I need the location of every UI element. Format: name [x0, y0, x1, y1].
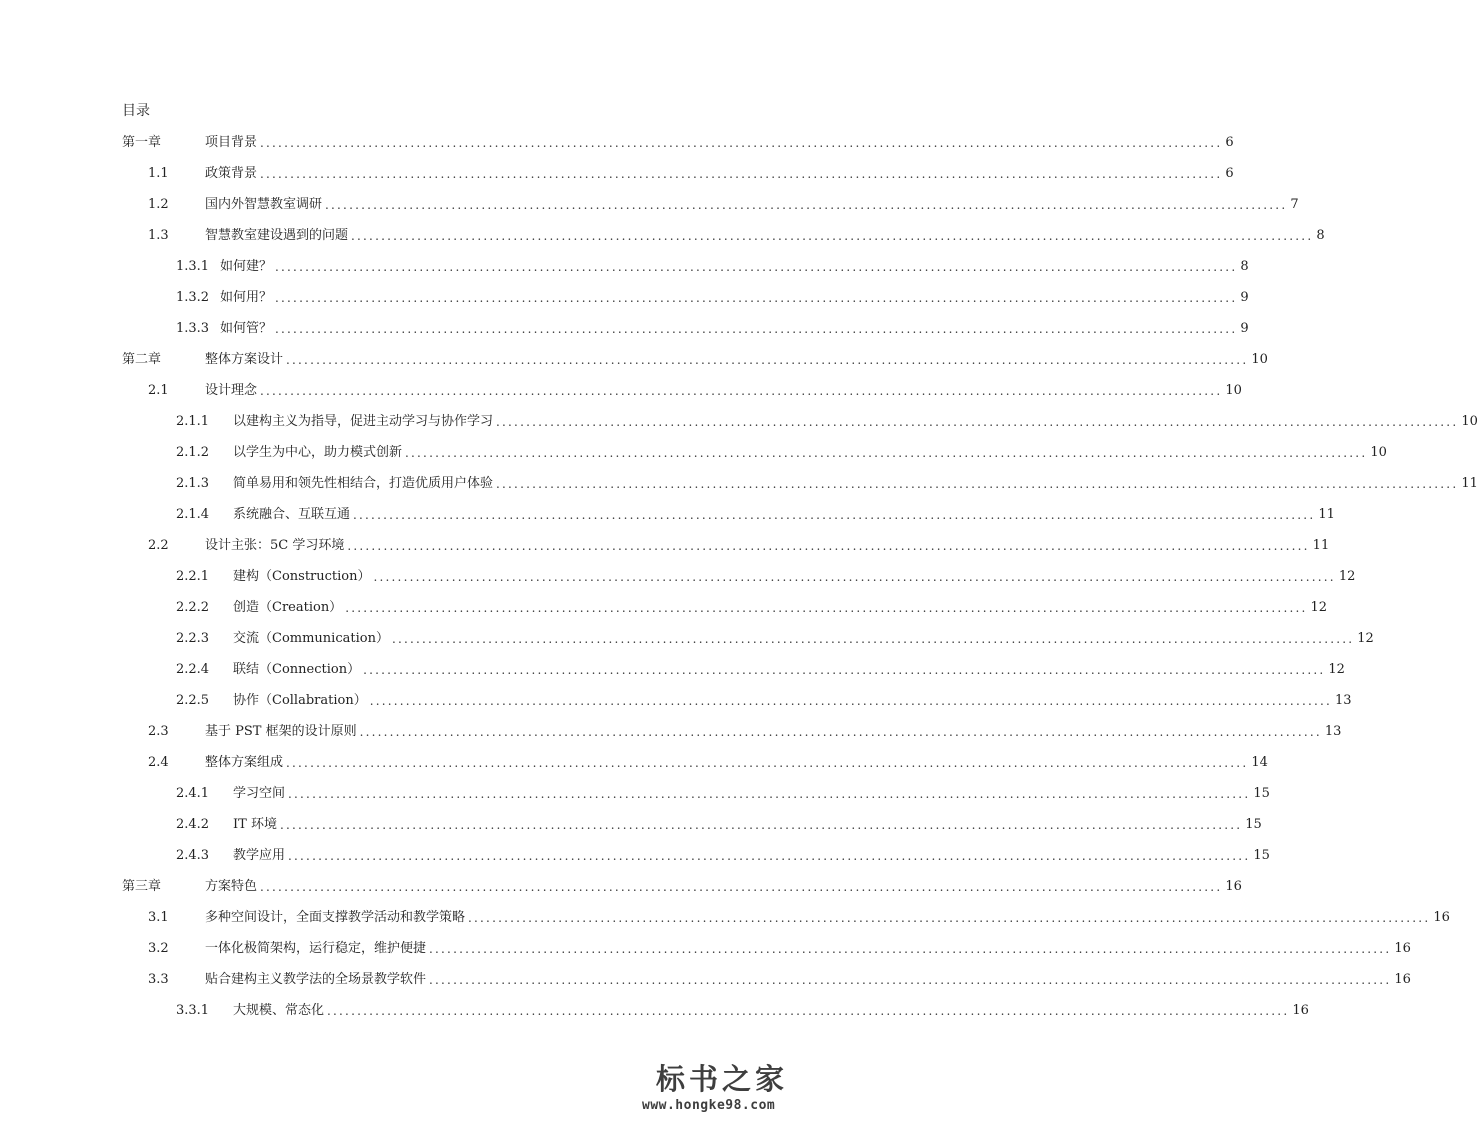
toc-entry-page-number: 10: [1370, 445, 1387, 460]
toc-leader-dots: ................................................................................................................................................................: [429, 942, 1392, 956]
toc-entry-title: 贴合建构主义教学法的全场景教学软件: [205, 972, 427, 987]
watermark-logo: 标书之家: [656, 1062, 789, 1096]
toc-entry-page-number: 12: [1357, 631, 1374, 646]
toc-entry-title: 项目背景: [205, 135, 258, 150]
toc-leader-dots: ................................................................................................................................................................: [275, 260, 1238, 274]
toc-entry-title: 学习空间: [233, 786, 286, 801]
toc-entry-page-number: 8: [1240, 259, 1249, 274]
toc-entry[interactable]: [148, 939, 1411, 959]
toc-entry-page-number: 16: [1433, 910, 1450, 925]
toc-leader-dots: ................................................................................................................................................................: [288, 787, 1251, 801]
toc-entry[interactable]: [176, 598, 1328, 618]
toc-entry-number: 1.3.1: [176, 259, 210, 274]
toc-entry-number: 1.3: [148, 228, 169, 243]
toc-entry-page-number: 15: [1253, 786, 1270, 801]
toc-entry[interactable]: [148, 164, 1234, 184]
toc-entry-number: 第三章: [122, 879, 162, 894]
toc-entry[interactable]: [176, 846, 1270, 866]
toc-entry-number: 1.2: [148, 197, 169, 212]
toc-entry-number: 1.3.2: [176, 290, 210, 305]
toc-entry[interactable]: [148, 536, 1330, 556]
toc-entry-page-number: 12: [1310, 600, 1328, 615]
toc-entry-page-number: 11: [1312, 538, 1330, 553]
toc-entry-number: 2.2: [148, 538, 169, 553]
toc-entry-number: 2.4: [148, 755, 169, 770]
toc-entry-number: 第一章: [122, 135, 162, 150]
toc-entry-number: 1.3.3: [176, 321, 210, 336]
toc-leader-dots: ................................................................................................................................................................: [351, 229, 1314, 243]
toc-leader-dots: ................................................................................................................................................................: [260, 384, 1223, 398]
toc-entry-number: 2.4.2: [176, 817, 210, 832]
toc-leader-dots: ................................................................................................................................................................: [391, 632, 1355, 646]
toc-entry-title: 大规模、常态化: [233, 1003, 325, 1018]
toc-entry-page-number: 12: [1328, 662, 1345, 677]
toc-entry[interactable]: [176, 660, 1345, 680]
toc-entry-number: 2.2.5: [176, 693, 210, 708]
toc-entry[interactable]: [122, 133, 1234, 153]
watermark: [640, 1062, 790, 1120]
toc-leader-dots: ................................................................................................................................................................: [353, 508, 1316, 522]
toc-entry-number: 2.1.1: [176, 414, 210, 429]
toc-entry-page-number: 7: [1290, 197, 1299, 212]
toc-leader-dots: ................................................................................................................................................................: [405, 446, 1368, 460]
toc-entry-number: 2.1.4: [176, 507, 210, 522]
toc-entry-number: 2.1.3: [176, 476, 210, 491]
toc-entry-number: 3.2: [148, 941, 169, 956]
toc-leader-dots: ................................................................................................................................................................: [286, 756, 1249, 770]
toc-entry-title: 智慧教室建设遇到的问题: [205, 228, 349, 243]
toc-entry-number: 3.3: [148, 972, 169, 987]
toc-entry-title: 以建构主义为指导，促进主动学习与协作学习: [233, 414, 494, 429]
toc-entry-title: 交流（Communication）: [233, 631, 389, 646]
toc-entry-page-number: 14: [1251, 755, 1268, 770]
toc-entry[interactable]: [176, 629, 1374, 649]
toc-leader-dots: ................................................................................................................................................................: [279, 818, 1243, 832]
toc-entry-title: 简单易用和领先性相结合，打造优质用户体验: [233, 476, 494, 491]
toc-leader-dots: ................................................................................................................................................................: [369, 694, 1333, 708]
toc-entry-page-number: 12: [1338, 569, 1356, 584]
toc-entry[interactable]: [176, 257, 1249, 277]
toc-entry[interactable]: [176, 691, 1352, 711]
toc-entry-title: 协作（Collabration）: [233, 693, 367, 708]
toc-entry[interactable]: [122, 350, 1268, 370]
toc-entry-number: 第二章: [122, 352, 162, 367]
toc-entry-page-number: 6: [1225, 135, 1234, 150]
toc-entry[interactable]: [176, 474, 1478, 494]
toc-entry-page-number: 13: [1335, 693, 1352, 708]
toc-entry-page-number: 10: [1461, 414, 1478, 429]
toc-entry-page-number: 11: [1318, 507, 1335, 522]
toc-leader-dots: ................................................................................................................................................................: [260, 167, 1223, 181]
toc-title: 目录: [122, 103, 150, 119]
toc-entry-number: 2.2.2: [176, 600, 210, 615]
toc-entry-number: 2.2.3: [176, 631, 210, 646]
toc-entry-number: 2.2.1: [176, 569, 210, 584]
toc-entry-title: 如何用？: [220, 290, 273, 305]
toc-entry-title: 设计理念: [205, 383, 258, 398]
toc-entry-title: 教学应用: [233, 848, 286, 863]
toc-entry-page-number: 10: [1225, 383, 1242, 398]
toc-entry-number: 2.1.2: [176, 445, 210, 460]
toc-entry-number: 1.1: [148, 166, 169, 181]
toc-entry-title: IT 环境: [233, 817, 277, 832]
toc-entry-number: 3.1: [148, 910, 169, 925]
toc-entry[interactable]: [148, 908, 1450, 928]
toc-leader-dots: ................................................................................................................................................................: [468, 911, 1431, 925]
toc-entry-page-number: 10: [1251, 352, 1268, 367]
toc-entry-title: 设计主张：5C 学习环境: [205, 538, 345, 553]
toc-entry-title: 多种空间设计，全面支撑教学活动和教学策略: [205, 910, 466, 925]
toc-entry-page-number: 8: [1316, 228, 1325, 243]
toc-entry-page-number: 16: [1394, 941, 1411, 956]
toc-entry[interactable]: [176, 412, 1478, 432]
toc-entry-title: 整体方案设计: [205, 352, 284, 367]
toc-leader-dots: ................................................................................................................................................................: [325, 198, 1288, 212]
toc-entry-page-number: 15: [1245, 817, 1262, 832]
toc-entry[interactable]: [176, 319, 1249, 339]
toc-leader-dots: ................................................................................................................................................................: [275, 322, 1238, 336]
toc-entry-page-number: 16: [1292, 1003, 1309, 1018]
toc-entry[interactable]: [148, 722, 1342, 742]
toc-entry-page-number: 15: [1253, 848, 1270, 863]
toc-entry-title: 方案特色: [205, 879, 258, 894]
toc-leader-dots: ................................................................................................................................................................: [373, 570, 1336, 584]
toc-entry[interactable]: [148, 226, 1325, 246]
toc-entry[interactable]: [176, 443, 1387, 463]
toc-entry-page-number: 13: [1324, 724, 1342, 739]
toc-leader-dots: ................................................................................................................................................................: [260, 880, 1223, 894]
toc-leader-dots: ................................................................................................................................................................: [288, 849, 1251, 863]
toc-entry-title: 如何管？: [220, 321, 273, 336]
toc-leader-dots: ................................................................................................................................................................: [429, 973, 1392, 987]
toc-entry-number: 2.4.3: [176, 848, 210, 863]
toc-entry-number: 2.4.1: [176, 786, 210, 801]
toc-leader-dots: ................................................................................................................................................................: [347, 539, 1310, 553]
toc-entry[interactable]: [148, 381, 1242, 401]
toc-entry-title: 以学生为中心，助力模式创新: [233, 445, 403, 460]
toc-leader-dots: ................................................................................................................................................................: [496, 477, 1459, 491]
toc-entry-page-number: 9: [1240, 321, 1249, 336]
toc-leader-dots: ................................................................................................................................................................: [286, 353, 1249, 367]
toc-entry[interactable]: [176, 288, 1249, 308]
toc-entry-number: 2.3: [148, 724, 169, 739]
watermark-url: www.hongke98.com: [642, 1098, 776, 1113]
toc-entry[interactable]: [176, 567, 1356, 587]
toc-leader-dots: ................................................................................................................................................................: [363, 663, 1326, 677]
toc-entry[interactable]: [148, 753, 1268, 773]
toc-entry-number: 3.3.1: [176, 1003, 210, 1018]
toc-entry[interactable]: [148, 970, 1411, 990]
toc-leader-dots: ................................................................................................................................................................: [275, 291, 1238, 305]
toc-entry[interactable]: [176, 784, 1270, 804]
toc-entry-title: 政策背景: [205, 166, 258, 181]
toc-entry-page-number: 16: [1225, 879, 1242, 894]
toc-entry-number: 2.1: [148, 383, 169, 398]
toc-entry[interactable]: [122, 877, 1242, 897]
toc-entry[interactable]: [176, 1001, 1309, 1021]
toc-entry[interactable]: [176, 815, 1262, 835]
toc-entry-title: 联结（Connection）: [233, 662, 361, 677]
toc-leader-dots: ................................................................................................................................................................: [260, 136, 1223, 150]
toc-entry-title: 一体化极简架构，运行稳定，维护便捷: [205, 941, 427, 956]
toc-entry[interactable]: [148, 195, 1299, 215]
toc-entry-title: 国内外智慧教室调研: [205, 197, 323, 212]
toc-entry-title: 建构（Construction）: [233, 569, 371, 584]
toc-leader-dots: ................................................................................................................................................................: [359, 725, 1322, 739]
toc-entry-title: 基于 PST 框架的设计原则: [205, 724, 357, 739]
toc-entry-number: 2.2.4: [176, 662, 210, 677]
toc-leader-dots: ................................................................................................................................................................: [345, 601, 1308, 615]
toc-leader-dots: ................................................................................................................................................................: [327, 1004, 1290, 1018]
toc-entry-page-number: 9: [1240, 290, 1249, 305]
toc-entry-title: 系统融合、互联互通: [233, 507, 351, 522]
toc-entry-title: 整体方案组成: [205, 755, 284, 770]
toc-entry[interactable]: [176, 505, 1335, 525]
toc-entry-page-number: 6: [1225, 166, 1234, 181]
toc-leader-dots: ................................................................................................................................................................: [496, 415, 1459, 429]
toc-entry-page-number: 11: [1461, 476, 1478, 491]
toc-entry-title: 如何建？: [220, 259, 273, 274]
toc-entry-page-number: 16: [1394, 972, 1411, 987]
toc-entry-title: 创造（Creation）: [233, 600, 343, 615]
